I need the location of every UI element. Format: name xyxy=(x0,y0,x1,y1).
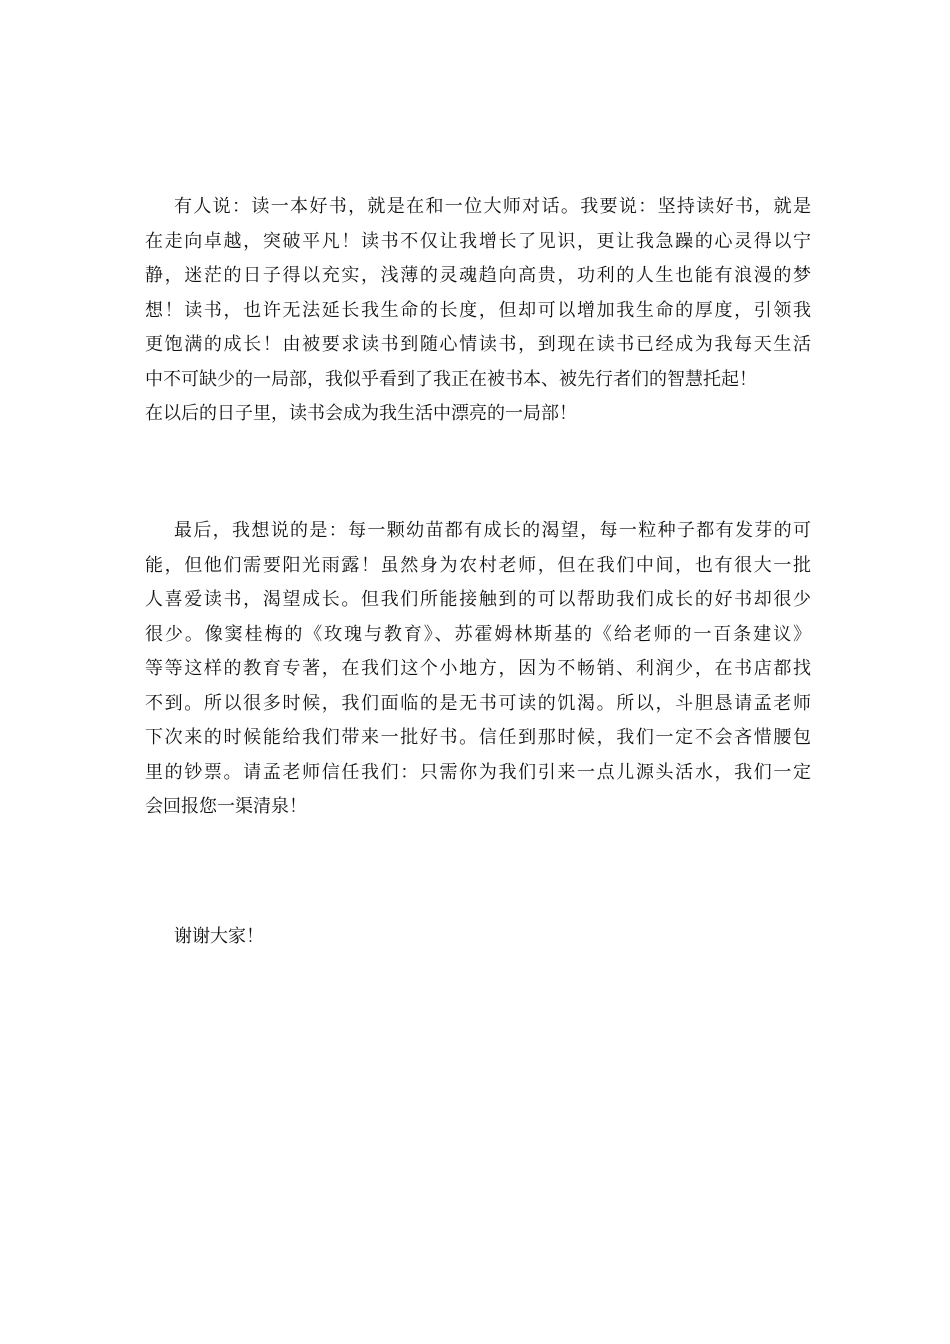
paragraph-line: 里的钞票。请孟老师信任我们：只需你为我们引来一点儿源头活水，我们一定 xyxy=(145,761,811,783)
paragraph-line: 静，迷茫的日子得以充实，浅薄的灵魂趋向高贵，功利的人生也能有浪漫的梦 xyxy=(145,265,811,286)
paragraph-closing-request xyxy=(145,514,811,825)
paragraph-line: 能，但他们需要阳光雨露！虽然身为农村老师，但在我们中间，也有很大一批 xyxy=(145,554,811,576)
paragraph-line: 有人说：读一本好书，就是在和一位大师对话。我要说：坚持读好书，就是 xyxy=(174,196,811,217)
paragraph-line: 在以后的日子里，读书会成为我生活中漂亮的一局部！ xyxy=(145,403,577,424)
paragraph-line: 人喜爱读书，渴望成长。但我们所能接触到的可以帮助我们成长的好书却很少 xyxy=(145,589,811,610)
paragraph-line: 会回报您一渠清泉！ xyxy=(145,796,307,817)
paragraph-line: 等等这样的教育专著，在我们这个小地方，因为不畅销、利润少，在书店都找 xyxy=(145,658,811,679)
paragraph-line: 最后，我想说的是：每一颗幼苗都有成长的渴望，每一粒种子都有发芽的可 xyxy=(174,520,811,541)
paragraph-line: 更饱满的成长！由被要求读书到随心情读书，到现在读书已经成为我每天生活 xyxy=(145,334,811,355)
paragraph-reading-reflection xyxy=(145,190,811,432)
paragraph-thanks xyxy=(145,920,811,955)
paragraph-line: 下次来的时候能给我们带来一批好书。信任到那时候，我们一定不会吝惜腰包 xyxy=(145,727,811,748)
paragraph-line: 在走向卓越，突破平凡！读书不仅让我增长了见识，更让我急躁的心灵得以宁 xyxy=(145,230,811,252)
paragraph-line: 不到。所以很多时候，我们面临的是无书可读的饥渴。所以，斗胆恳请孟老师 xyxy=(145,692,811,714)
paragraph-line: 想！读书，也许无法延长我生命的长度，但却可以增加我生命的厚度，引领我 xyxy=(145,299,811,321)
paragraph-line: 谢谢大家！ xyxy=(174,926,264,947)
paragraph-line: 中不可缺少的一局部，我似乎看到了我正在被书本、被先行者们的智慧托起！ xyxy=(145,368,757,390)
paragraph-line: 很少。像窦桂梅的《玫瑰与教育》、苏霍姆林斯基的《给老师的一百条建议》 xyxy=(145,623,811,645)
